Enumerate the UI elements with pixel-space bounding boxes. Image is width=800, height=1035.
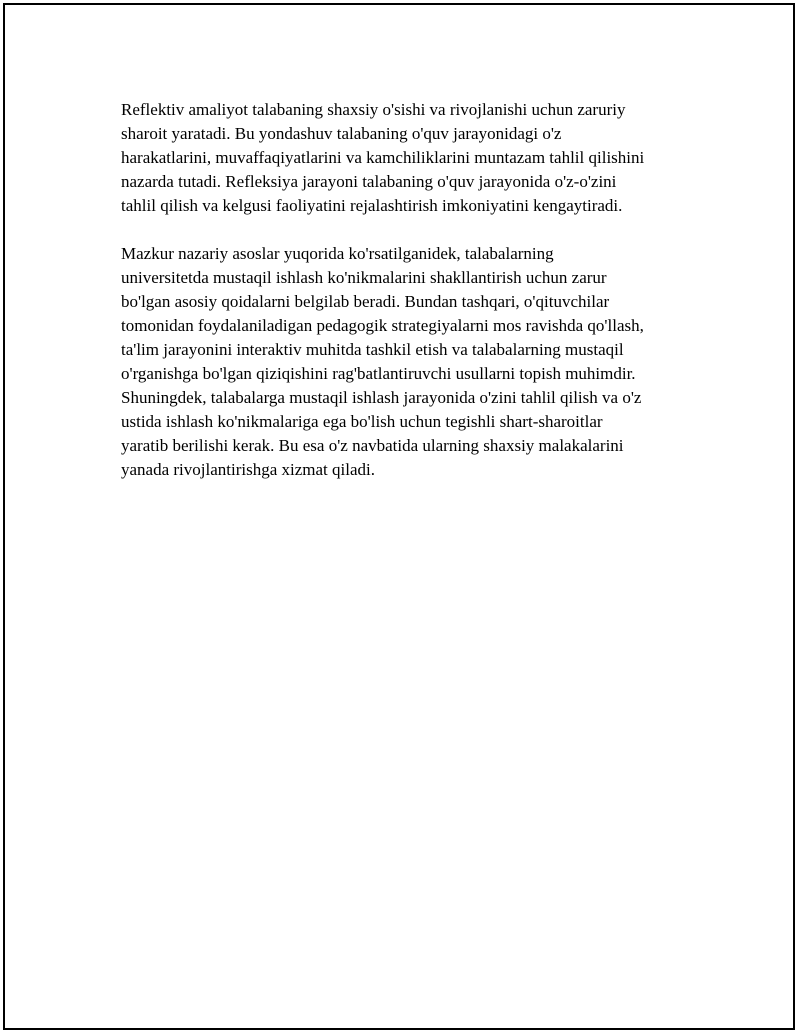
text-line: harakatlarini, muvaffaqiyatlarini va kamchiliklarini muntazam tahlil qilishini bbox=[121, 148, 645, 167]
text-line: Reflektiv amaliyot talabaning shaxsiy o'sishi va rivojlanishi uchun zaruriy bbox=[121, 100, 626, 119]
paragraph-1 bbox=[121, 98, 696, 218]
text-line: tomonidan foydalaniladigan pedagogik strategiyalarni mos ravishda qo'llash, bbox=[121, 316, 644, 335]
document-body bbox=[121, 98, 696, 506]
text-line: nazarda tutadi. Refleksiya jarayoni talabaning o'quv jarayonida o'z-o'zini bbox=[121, 172, 617, 191]
text-line: ta'lim jarayonini interaktiv muhitda tashkil etish va talabalarning mustaqil bbox=[121, 340, 624, 359]
text-line: Mazkur nazariy asoslar yuqorida ko'rsatilganidek, talabalarning bbox=[121, 244, 554, 263]
text-line: o'rganishga bo'lgan qiziqishini rag'batlantiruvchi usullarni topish muhimdir. bbox=[121, 364, 636, 383]
document-page bbox=[3, 3, 795, 1030]
text-line: universitetda mustaqil ishlash ko'nikmalarini shakllantirish uchun zarur bbox=[121, 268, 607, 287]
text-line: Shuningdek, talabalarga mustaqil ishlash jarayonida o'zini tahlil qilish va o'z bbox=[121, 388, 642, 407]
text-line: yaratib berilishi kerak. Bu esa o'z navbatida ularning shaxsiy malakalarini bbox=[121, 436, 624, 455]
text-line: yanada rivojlantirishga xizmat qiladi. bbox=[121, 460, 375, 479]
text-line: ustida ishlash ko'nikmalariga ega bo'lish uchun tegishli shart-sharoitlar bbox=[121, 412, 603, 431]
text-line: bo'lgan asosiy qoidalarni belgilab beradi. Bundan tashqari, o'qituvchilar bbox=[121, 292, 610, 311]
text-line: tahlil qilish va kelgusi faoliyatini rejalashtirish imkoniyatini kengaytiradi. bbox=[121, 196, 623, 215]
text-line: sharoit yaratadi. Bu yondashuv talabaning o'quv jarayonidagi o'z bbox=[121, 124, 562, 143]
paragraph-2 bbox=[121, 242, 696, 482]
